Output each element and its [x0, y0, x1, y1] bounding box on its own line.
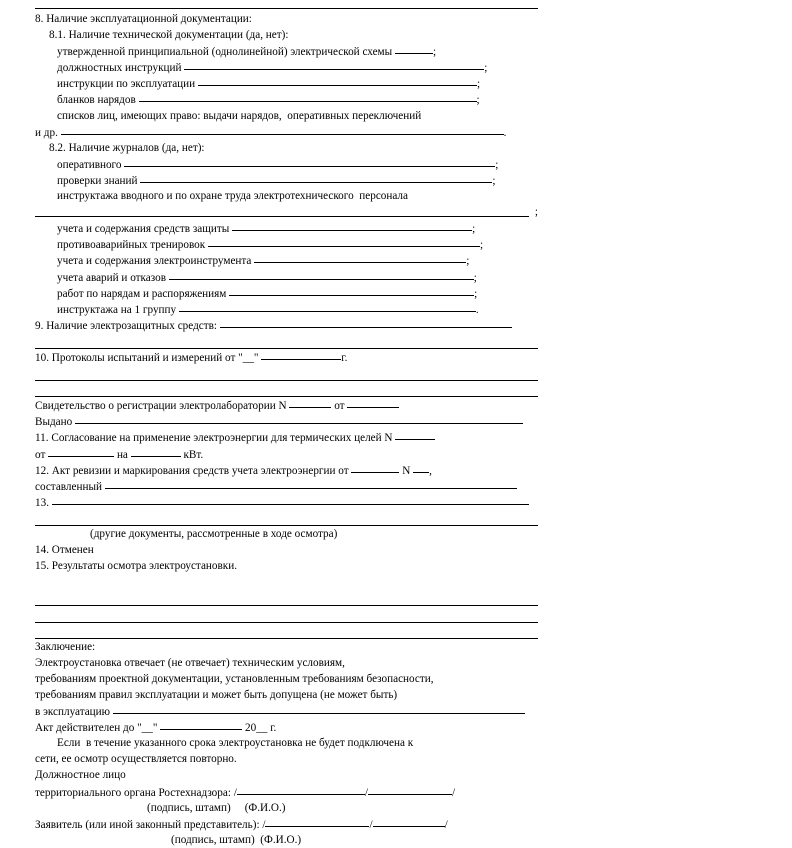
field-tail-accidents-log: ; — [473, 271, 477, 284]
field-row-emergency-drills-log — [35, 236, 538, 252]
field-label-operation-manual: инструкции по эксплуатации — [57, 78, 196, 91]
field-blank-operational-log[interactable] — [124, 156, 495, 167]
field-label-scheme: утвержденной принципиальной (однолинейной) электрической схемы — [57, 46, 393, 59]
field-label-group1-briefing-log: инструктажа на 1 группу — [57, 303, 177, 316]
section-13-label: 13. — [35, 496, 49, 509]
field-row-briefing-log-blank — [35, 204, 538, 220]
conclusion-body-line-1: Электроустановка отвечает (не отвечает) техническим условиям, — [35, 656, 345, 669]
section-15-blank-line-3[interactable] — [35, 623, 538, 639]
section-12-row-2 — [35, 478, 538, 494]
conclusion-commission-blank[interactable] — [113, 703, 525, 714]
certificate-issued-blank[interactable] — [75, 413, 523, 424]
section-13-blank-line-1[interactable] — [35, 510, 538, 526]
section-8-1-heading: 8.1. Наличие технической документации (да, нет): — [49, 29, 289, 42]
applicant-end-slash: / — [444, 818, 448, 831]
official-signature-row — [35, 784, 538, 800]
certificate-row-1 — [35, 397, 538, 413]
section-12-label-part1: 12. Акт ревизии и маркирования средств учета электроэнергии от — [35, 464, 349, 477]
field-blank-scheme[interactable] — [395, 43, 433, 54]
field-tail-emergency-drills-log: ; — [480, 239, 484, 252]
official-name-blank[interactable] — [368, 784, 452, 795]
section-11-label-for: на — [116, 448, 128, 461]
validity-label-part1: Акт действителен до "__" — [35, 722, 158, 735]
section-13-caption: (другие документы, рассмотренные в ходе осмотра) — [90, 528, 338, 540]
field-label-emergency-drills-log: противоаварийных тренировок — [57, 239, 206, 252]
field-label-job-instructions: должностных инструкций — [57, 62, 182, 75]
section-11-row-2 — [35, 446, 538, 462]
field-label-persons-list: списков лиц, имеющих право: выдачи нарядов, оперативных переключений — [57, 109, 422, 122]
applicant-signature-blank[interactable] — [265, 816, 369, 827]
form-body — [35, 8, 538, 848]
section-11-label-from: от — [35, 448, 46, 461]
section-9-row — [35, 317, 538, 333]
field-blank-persons-list[interactable] — [61, 124, 504, 135]
section-12-label-comma: , — [429, 464, 432, 477]
field-tail-permit-forms: ; — [476, 94, 480, 107]
official-separator: / — [364, 786, 368, 799]
validity-label-part2: 20__ г. — [245, 722, 277, 735]
field-label-knowledge-check-log: проверки знаний — [57, 174, 138, 187]
conclusion-commission-row — [35, 703, 538, 719]
section-11-from-blank[interactable] — [48, 446, 114, 457]
field-blank-job-instructions[interactable] — [184, 59, 484, 70]
certificate-row-2 — [35, 413, 538, 429]
section-10-blank-line-2[interactable] — [35, 381, 538, 397]
section-10-blank-line-1[interactable] — [35, 365, 538, 381]
field-blank-permit-forms[interactable] — [139, 91, 477, 102]
field-tail-briefing-log: ; — [534, 206, 538, 219]
validity-note-line-2: сети, ее осмотр осуществляется повторно. — [35, 753, 237, 766]
validity-note-line-1: Если в течение указанного срока электроустановка не будет подключена к — [57, 737, 414, 750]
field-row-power-tools-log — [35, 252, 538, 268]
section-12-row-1 — [35, 462, 538, 478]
section-9-blank[interactable] — [220, 317, 512, 328]
section-10-date-blank[interactable] — [261, 349, 341, 360]
field-label-operational-log: оперативного — [57, 158, 122, 171]
section-13-row — [35, 494, 538, 510]
field-row-accidents-log — [35, 269, 538, 285]
section-15-label: 15. Результаты осмотра электроустановки. — [35, 560, 238, 573]
validity-date-blank[interactable] — [160, 719, 242, 730]
field-row-work-orders-log — [35, 285, 538, 301]
official-signature-blank[interactable] — [237, 784, 365, 795]
field-blank-accidents-log[interactable] — [169, 269, 474, 280]
field-tail-group1-briefing-log: . — [475, 303, 479, 316]
certificate-number-blank[interactable] — [289, 397, 331, 408]
section-14-label: 14. Отменен — [35, 544, 94, 557]
certificate-label-part2: от — [334, 400, 345, 413]
conclusion-body-line-3: требованиям правил эксплуатации и может быть допущена (не может быть) — [35, 688, 398, 701]
section-10-row — [35, 349, 538, 365]
field-row-ppe-log — [35, 220, 538, 236]
field-tail-job-instructions: ; — [484, 62, 488, 75]
section-15-blank-line-1[interactable] — [35, 590, 538, 606]
field-blank-group1-briefing-log[interactable] — [179, 301, 476, 312]
field-row-permit-forms — [35, 91, 538, 107]
conclusion-commission-label: в эксплуатацию — [35, 706, 111, 719]
field-row-operational-log — [35, 156, 538, 172]
field-blank-work-orders-log[interactable] — [229, 285, 474, 296]
applicant-name-blank[interactable] — [373, 816, 445, 827]
applicant-separator: / — [369, 818, 373, 831]
section-8-2-heading: 8.2. Наличие журналов (да, нет): — [49, 141, 205, 154]
field-tail-operation-manual: ; — [476, 78, 481, 91]
applicant-label: Заявитель (или иной законный представитель): / — [35, 818, 266, 831]
field-blank-emergency-drills-log[interactable] — [208, 236, 480, 247]
applicant-signature-caption: (подпись, штамп) (Ф.И.О.) — [171, 833, 302, 846]
official-end-slash: / — [451, 786, 456, 799]
field-blank-briefing-log[interactable] — [35, 216, 529, 217]
conclusion-body — [35, 655, 531, 703]
field-blank-power-tools-log[interactable] — [254, 252, 466, 263]
field-row-knowledge-check-log — [35, 172, 538, 188]
section-12-date-blank[interactable] — [351, 462, 399, 473]
field-label-briefing-log: инструктажа вводного и по охране труда электротехнического персонала — [57, 190, 408, 203]
section-9-label: 9. Наличие электрозащитных средств: — [35, 319, 218, 332]
field-blank-knowledge-check-log[interactable] — [140, 172, 492, 183]
field-row-group1-briefing-log — [35, 301, 538, 317]
section-11-label-part1: 11. Согласование на применение электроэнергии для термических целей N — [35, 432, 393, 445]
section-11-number-blank[interactable] — [395, 429, 435, 440]
section-13-blank[interactable] — [52, 494, 529, 505]
certificate-label-part1: Свидетельство о регистрации электролаборатории N — [35, 400, 287, 413]
field-row-scheme — [35, 43, 538, 59]
field-tail-persons-list: . — [503, 126, 507, 139]
official-signature-caption: (подпись, штамп) (Ф.И.О.) — [147, 801, 286, 814]
field-blank-ppe-log[interactable] — [232, 220, 472, 231]
field-tail-knowledge-check-log: ; — [492, 174, 496, 187]
official-title-line-1: Должностное лицо — [35, 769, 126, 782]
certificate-date-blank[interactable] — [347, 397, 399, 408]
section-8-heading: 8. Наличие эксплуатационной документации: — [35, 13, 252, 25]
field-blank-operation-manual[interactable] — [198, 75, 477, 86]
field-label-permit-forms: бланков нарядов — [57, 94, 136, 107]
section-10-label-part1: 10. Протоколы испытаний и измерений от "__" — [35, 351, 259, 364]
section-12-compiled-blank[interactable] — [105, 478, 517, 489]
section-9-blank-line-1[interactable] — [35, 333, 538, 349]
conclusion-body-line-2: требованиям проектной документации, установленным требованиям безопасности, — [35, 672, 434, 685]
applicant-signature-row — [35, 816, 538, 832]
section-12-compiled-label: составленный — [35, 480, 102, 493]
field-row-operation-manual — [35, 75, 538, 91]
field-row-job-instructions — [35, 59, 538, 75]
section-11-row-1 — [35, 429, 538, 445]
field-tail-scheme: ; — [432, 46, 437, 59]
section-10-label-part2: г. — [341, 351, 348, 364]
field-label-power-tools-log: учета и содержания электроинструмента — [57, 255, 252, 268]
field-tail-work-orders-log: ; — [474, 287, 478, 300]
official-title-line-2: территориального органа Ростехнадзора: / — [35, 786, 237, 799]
conclusion-heading: Заключение: — [35, 640, 96, 653]
section-11-label-kw: кВт. — [183, 448, 204, 461]
field-label-ppe-log: учета и содержания средств защиты — [57, 223, 230, 236]
field-label-accidents-log: учета аварий и отказов — [57, 271, 166, 284]
section-15-blank-line-2[interactable] — [35, 606, 538, 622]
section-11-kw-blank[interactable] — [131, 446, 181, 457]
field-row-persons-list-cont — [35, 124, 538, 140]
section-12-number-blank[interactable] — [413, 462, 429, 473]
certificate-issued-label: Выдано — [35, 416, 73, 429]
section-12-label-n: N — [402, 464, 411, 477]
field-tail-power-tools-log: ; — [466, 255, 470, 268]
section-15-spacer — [35, 574, 538, 590]
validity-row — [35, 719, 538, 735]
field-tail-ppe-log: ; — [472, 223, 476, 236]
field-label-etc: и др. — [35, 126, 58, 139]
field-tail-operational-log: ; — [495, 158, 499, 171]
top-divider-rule — [35, 8, 538, 9]
field-label-work-orders-log: работ по нарядам и распоряжениям — [57, 287, 227, 300]
